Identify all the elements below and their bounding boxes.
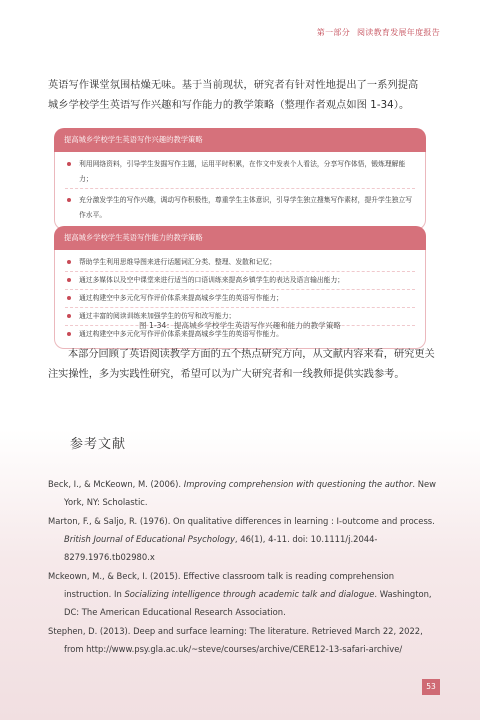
reference-list [48,475,436,659]
bullet-icon [67,198,71,202]
list-item [65,193,415,223]
intro-line-2: 城乡学校学生英语写作兴趣和写作能力的教学策略（整理作者观点如图 1-34）。 [48,100,410,111]
bullet-icon [67,278,71,282]
reference-item: Beck, I., & McKeown, M. (2006). Improving comprehension with questioning the author. New York, NY: Scholastic. [48,479,436,507]
reference-item: Stephen, D. (2013). Deep and surface learning: The literature. Retrieved March 22, 2022, from http://www.psy.gla.ac.uk/~steve/courses/archive/CERE12-13-safari-archive/ [48,626,423,654]
references-heading: 参考文献 [70,437,127,452]
summary-paragraph: 本部分回顾了英语阅读教学方面的五个热点研究方向，从文献内容来看，研究更关注实操性，多为实践性研究，希望可以为广大研究者和一线教师提供实践参考。 [48,349,435,380]
intro-line-1: 英语写作课堂氛围枯燥无味。基于当前现状，研究者有针对性地提出了一系列提高 [48,80,419,91]
list-item-text: 帮助学生利用思维导图来进行话题词汇分类、整理、发散和记忆； [79,258,277,266]
header-part: 第一部分 [316,28,350,37]
list-item-text: 通过构建空中多元化写作评价体系来提高城乡学生的英语写作能力； [79,294,283,302]
bullet-icon [67,296,71,300]
list-item [65,273,415,290]
running-header [317,27,440,38]
box-title: 提高城乡学校学生英语写作能力的教学策略 [54,226,426,250]
page-number: 53 [422,679,440,695]
list-item-text: 利用网络资料，引导学生发掘写作主题，运用平时积累，在作文中发表个人看法，分享写作体悟，锻炼理解能力； [79,160,406,183]
box-body [54,250,426,349]
bullet-icon [67,314,71,318]
list-item [65,255,415,272]
list-item-text: 充分激发学生的写作兴趣，调动写作积极性，尊重学生主体意识，引导学生独立搜集写作素材，提升学生独立写作水平。 [79,196,413,219]
header-title: 阅读教育发展年度报告 [357,28,440,37]
list-item-text: 通过构建空中多元化写作评价体系来提高城乡学生的英语写作能力。 [79,330,283,338]
list-item [65,157,415,189]
intro-paragraph [48,76,436,116]
reference-item: Mckeown, M., & Beck, I. (2015). Effective classroom talk is reading comprehension instruction. In Socializing intelligence through academic talk and dialogue. Washington, DC: The American Educational Research Association. [48,571,432,617]
bullet-icon [67,332,71,336]
bullet-icon [67,162,71,166]
figure-caption: 图 1-34：提高城乡学校学生英语写作兴趣和能力的教学策略 [139,321,341,330]
box-title: 提高城乡学校学生英语写作兴趣的教学策略 [54,128,426,152]
bullet-icon [67,260,71,264]
list-item-text: 通过丰富的阅读训练来加强学生的仿写和改写能力； [79,312,236,320]
list-item-text: 通过多媒体以及空中课堂来进行适当的口语训练来提高乡镇学生的表达及语言输出能力； [79,276,345,284]
strategy-box-interest [54,128,426,230]
list-item [65,291,415,308]
reference-item: Marton, F., & Saljo, R. (1976). On qualitative differences in learning : I-outcome and process. British Journal of Educational Psychology, 46(1), 4-11. doi: 10.1111/j.2044-8279.1976.tb02980.x [48,516,435,562]
box-body [54,152,426,230]
